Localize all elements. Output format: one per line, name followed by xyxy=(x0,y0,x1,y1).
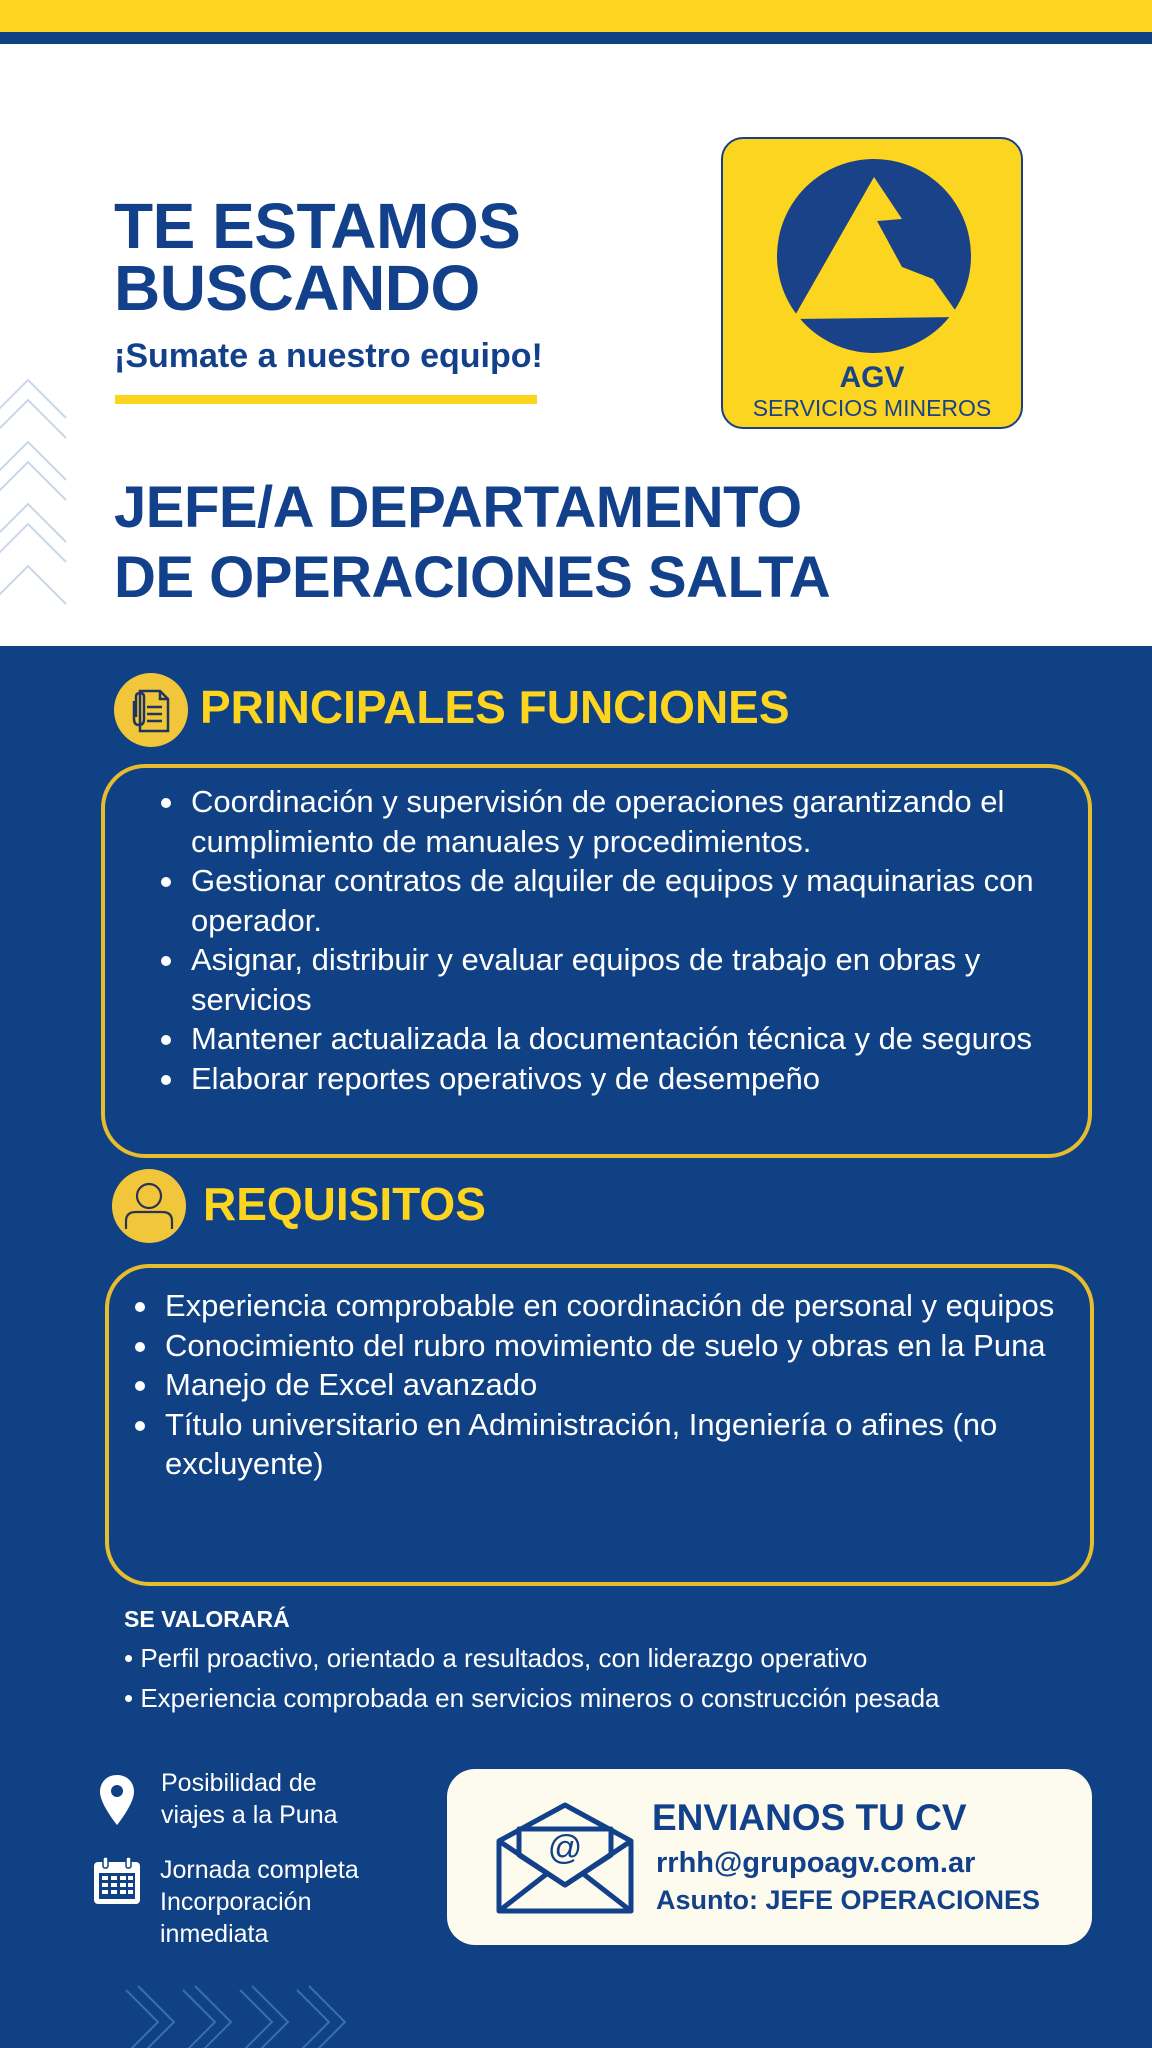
calendar-icon xyxy=(92,1856,142,1906)
function-item: Coordinación y supervisión de operaciones garantizando el cumplimiento de manuales y procedimientos. xyxy=(151,782,1048,861)
svg-text:@: @ xyxy=(547,1829,583,1867)
perk-travel-line-2: viajes a la Puna xyxy=(161,1801,338,1829)
valued-item: • Experiencia comprobada en servicios mineros o construcción pesada xyxy=(124,1683,940,1713)
valued-title: SE VALORARÁ xyxy=(124,1606,290,1632)
chevron-right-decoration-icon xyxy=(120,1982,360,2048)
perk-schedule-line-2: Incorporación xyxy=(160,1888,312,1916)
perk-schedule-line-1: Jornada completa xyxy=(160,1856,359,1884)
top-yellow-band xyxy=(0,0,1152,32)
document-clip-icon xyxy=(114,673,188,747)
job-title-line-1: JEFE/A DEPARTAMENTO xyxy=(114,475,802,540)
requirements-title: REQUISITOS xyxy=(203,1178,486,1230)
logo-name: AGV xyxy=(839,361,905,394)
valued-item: • Perfil proactivo, orientado a resultados, con liderazgo operativo xyxy=(124,1643,868,1673)
headline-line-2: BUSCANDO xyxy=(114,252,480,324)
subheadline-underline xyxy=(115,395,537,404)
send-cv-title: ENVIANOS TU CV xyxy=(652,1797,967,1838)
perk-schedule-line-3: inmediata xyxy=(160,1920,269,1948)
subheadline: ¡Sumate a nuestro equipo! xyxy=(114,337,543,375)
person-icon xyxy=(112,1169,186,1243)
job-title-line-2: DE OPERACIONES SALTA xyxy=(114,545,831,610)
requirement-item: Experiencia comprobable en coordinación de personal y equipos xyxy=(125,1286,1060,1326)
perk-travel-line-1: Posibilidad de xyxy=(161,1769,317,1797)
function-item: Mantener actualizada la documentación técnica y de seguros xyxy=(151,1019,1048,1059)
requirements-list xyxy=(125,1286,1060,1484)
headline xyxy=(114,190,521,324)
perk-schedule xyxy=(160,1854,359,1950)
requirement-item: Manejo de Excel avanzado xyxy=(125,1365,1060,1405)
job-title xyxy=(114,473,830,613)
company-logo xyxy=(721,137,1023,429)
email-envelope-icon xyxy=(495,1799,635,1919)
function-item: Asignar, distribuir y evaluar equipos de trabajo en obras y servicios xyxy=(151,940,1048,1019)
functions-box xyxy=(101,764,1092,1158)
location-pin-icon xyxy=(98,1773,136,1827)
requirements-box xyxy=(105,1264,1094,1586)
contact-email-link[interactable]: rrhh@grupoagv.com.ar xyxy=(656,1847,976,1879)
mountain-triangle-in-circle-icon xyxy=(775,157,973,355)
perk-travel xyxy=(161,1767,338,1831)
requirement-item: Título universitario en Administración, Ingeniería o afines (no excluyente) xyxy=(125,1405,1060,1484)
headline-line-1: TE ESTAMOS xyxy=(114,190,521,262)
function-item: Elaborar reportes operativos y de desempeño xyxy=(151,1059,1048,1099)
functions-title: PRINCIPALES FUNCIONES xyxy=(200,681,790,733)
top-blue-band xyxy=(0,32,1152,44)
function-item: Gestionar contratos de alquiler de equipos y maquinarias con operador. xyxy=(151,861,1048,940)
functions-list xyxy=(151,782,1048,1098)
requirement-item: Conocimiento del rubro movimiento de suelo y obras en la Puna xyxy=(125,1326,1060,1366)
chevron-up-decoration-icon xyxy=(0,368,70,608)
send-cv-card xyxy=(447,1769,1092,1945)
email-subject: Asunto: JEFE OPERACIONES xyxy=(656,1885,1041,1915)
logo-tagline: SERVICIOS MINEROS xyxy=(752,395,992,421)
